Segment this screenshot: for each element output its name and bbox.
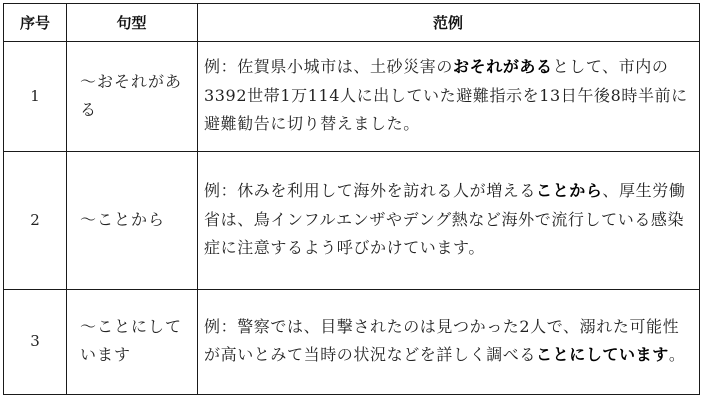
- row-number: 2: [30, 211, 40, 229]
- example-after: として、市内の3392世帯1万114人に出していた避難指示を13日午後8時半前に避難勧告に切り替えました。: [204, 57, 688, 134]
- example-text: [204, 313, 693, 370]
- example-after: 、厚生労働省は、鳥インフルエンザやデング熱など海外で流行している感染症に注意するよう呼びかけています。: [204, 181, 686, 258]
- example-before: 例：警察では、目撃されたのは見つかった2人で、溺れた可能性が高いとみて当時の状況などを詳しく調べる: [204, 316, 680, 364]
- example-text: [204, 177, 693, 263]
- pattern-cell: [66, 41, 197, 151]
- example-text: [204, 53, 693, 139]
- header-pattern: 句型: [116, 14, 147, 32]
- pattern-cell: [66, 151, 197, 289]
- pattern-text: ～ことにしています: [80, 317, 183, 364]
- example-cell: [197, 41, 699, 151]
- example-before: 例：佐賀県小城市は、土砂災害の: [204, 57, 454, 77]
- example-keyword: ことにしています: [536, 345, 669, 364]
- example-cell: [197, 151, 699, 289]
- example-before: 例：休みを利用して海外を訪れる人が増える: [204, 181, 537, 201]
- example-after: 。: [668, 345, 686, 364]
- header-no: 序号: [19, 14, 50, 32]
- pattern-cell: [66, 289, 197, 393]
- row-number: 3: [30, 332, 40, 350]
- pattern-text: ～ことから: [80, 210, 166, 229]
- example-keyword: おそれがある: [453, 57, 553, 77]
- pattern-text: ～おそれがある: [80, 72, 183, 119]
- example-cell: [197, 289, 699, 393]
- grammar-table: [3, 3, 700, 395]
- row-number: 1: [30, 87, 40, 105]
- header-example: 范例: [432, 14, 463, 32]
- example-keyword: ことから: [536, 181, 603, 201]
